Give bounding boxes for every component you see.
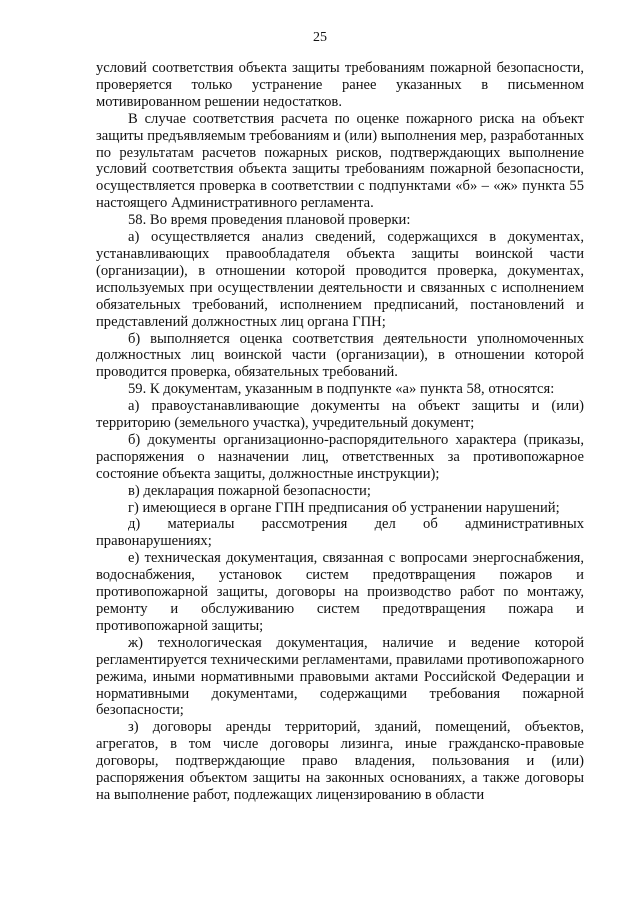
paragraph-59-g: г) имеющиеся в органе ГПН предписания об устранении нарушений; [128, 499, 560, 516]
paragraph-59-zh: ж) технологическая документация, наличие и ведение которой регламентируется техническими регламентами, правилами противопожарного режима, иными нормативными правовыми актами Российской Федерации и нормативными документами, содержащими требования пожарной безопасности; [96, 634, 584, 719]
paragraph-59: 59. К документам, указанным в подпункте «а» пункта 58, относятся: [128, 381, 555, 398]
page-number: 25 [313, 30, 327, 45]
paragraph-58-b: б) выполняется оценка соответствия деятельности уполномоченных должностных лиц воинской части (организации), в отношении которой проводится проверка, обязательных требований. [96, 330, 584, 381]
paragraph-fire-risk-calculation: В случае соответствия расчета по оценке пожарного риска на объект защиты предъявляемым требованиям и (или) выполнения мер, разработанных по результатам расчетов пожарных рисков, подтверждающих выполнение условий соответствия объекта защиты требованиям пожарной безопасности, осуществляется проверка в соответствии с подпунктами «б» – «ж» пункта 55 настоящего Административного регламента. [96, 110, 584, 212]
paragraph-59-v: в) декларация пожарной безопасности; [128, 482, 371, 499]
paragraph-59-z: з) договоры аренды территорий, зданий, помещений, объектов, агрегатов, в том числе договоры лизинга, иные гражданско-правовые договоры, подтверждающие право владения, пользования и (или) распоряжения объектом защиты на законных основаниях, а также договоры на выполнение работ, подлежащих лицензированию в области [96, 719, 584, 803]
paragraph-59-a: а) правоустанавливающие документы на объект защиты и (или) территорию (земельного участка), учредительный документ; [96, 398, 584, 432]
paragraph-59-d: д) материалы рассмотрения дел об административных правонарушениях; [96, 516, 584, 550]
paragraph-58: 58. Во время проведения плановой проверки: [128, 212, 411, 229]
document-body [96, 60, 584, 804]
paragraph-58-a: а) осуществляется анализ сведений, содержащихся в документах, устанавливающих правообладателя объекта защиты воинской части (организации), в отношении которой проводится проверка, документах, используемых при осуществлении деятельности и связанных с исполнением обязательных требований, исполнением предписаний, постановлений и представлений должностных лиц органа ГПН; [96, 229, 584, 330]
paragraph-59-e: е) техническая документация, связанная с вопросами энергоснабжения, водоснабжения, установок систем предотвращения пожаров и противопожарной защиты, договоры на производство работ по монтажу, ремонту и обслуживанию систем предотвращения пожара и противопожарной защиты; [96, 550, 584, 634]
paragraph-59-b: б) документы организационно-распорядительного характера (приказы, распоряжения о назначении лиц, ответственных за противопожарное состояние объекта защиты, должностные инструкции); [96, 431, 584, 482]
paragraph-continuation: условий соответствия объекта защиты требованиям пожарной безопасности, проверяется только устранение ранее указанных в письменном мотивированном решении недостатков. [96, 60, 584, 110]
